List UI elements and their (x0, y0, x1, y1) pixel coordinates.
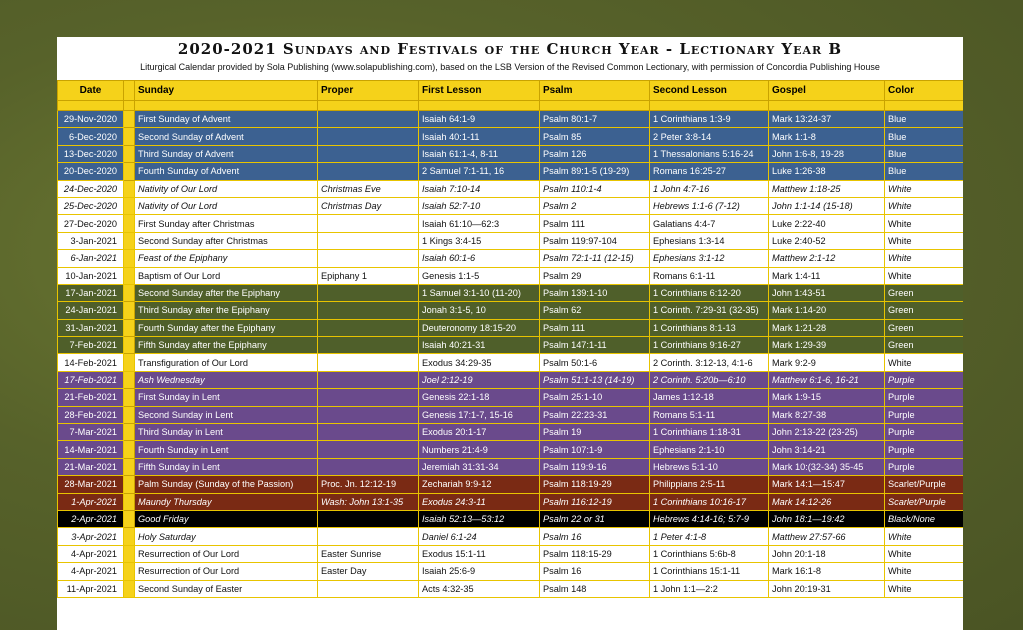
column-gap (124, 128, 135, 145)
table-row (58, 232, 964, 249)
color-cell: Green (885, 319, 964, 336)
psalm-cell: Psalm 111 (540, 319, 650, 336)
first-lesson-cell: Acts 4:32-35 (419, 580, 540, 597)
table-row (58, 441, 964, 458)
gospel-cell: Matthew 6:1-6, 16-21 (769, 371, 885, 388)
column-gap (124, 81, 135, 101)
second-lesson-cell: James 1:12-18 (650, 389, 769, 406)
second-lesson-cell: Galatians 4:4-7 (650, 215, 769, 232)
psalm-cell: Psalm 89:1-5 (19-29) (540, 163, 650, 180)
table-row (58, 197, 964, 214)
column-gap (124, 145, 135, 162)
second-lesson-cell: 2 Corinth. 3:12-13, 4:1-6 (650, 354, 769, 371)
proper-cell (318, 371, 419, 388)
gospel-cell: John 18:1—19:42 (769, 510, 885, 527)
psalm-cell: Psalm 22 or 31 (540, 510, 650, 527)
sunday-cell: Third Sunday in Lent (135, 424, 318, 441)
table-row (58, 389, 964, 406)
column-gap (124, 406, 135, 423)
column-gap (124, 337, 135, 354)
table-header-row (58, 81, 964, 101)
table-row (58, 406, 964, 423)
column-gap (124, 493, 135, 510)
date-cell: 28-Feb-2021 (58, 406, 124, 423)
color-cell: White (885, 250, 964, 267)
psalm-cell: Psalm 107:1-9 (540, 441, 650, 458)
date-cell: 14-Feb-2021 (58, 354, 124, 371)
date-cell: 21-Mar-2021 (58, 458, 124, 475)
table-row (58, 510, 964, 527)
psalm-cell: Psalm 119:97-104 (540, 232, 650, 249)
sunday-cell: Second Sunday in Lent (135, 406, 318, 423)
color-cell: Green (885, 302, 964, 319)
psalm-cell: Psalm 29 (540, 267, 650, 284)
date-cell: 13-Dec-2020 (58, 145, 124, 162)
sunday-cell: Fifth Sunday in Lent (135, 458, 318, 475)
second-lesson-cell: Philippians 2:5-11 (650, 476, 769, 493)
gospel-cell: Mark 1:21-28 (769, 319, 885, 336)
color-cell: Green (885, 337, 964, 354)
proper-cell: Epiphany 1 (318, 267, 419, 284)
column-header-date: Date (58, 81, 124, 101)
sunday-cell: Resurrection of Our Lord (135, 563, 318, 580)
gospel-cell: Matthew 2:1-12 (769, 250, 885, 267)
date-cell: 3-Apr-2021 (58, 528, 124, 545)
column-header-proper: Proper (318, 81, 419, 101)
proper-cell (318, 302, 419, 319)
table-row (58, 493, 964, 510)
date-cell: 25-Dec-2020 (58, 197, 124, 214)
table-row (58, 563, 964, 580)
first-lesson-cell: Exodus 15:1-11 (419, 545, 540, 562)
gospel-cell: John 2:13-22 (23-25) (769, 424, 885, 441)
psalm-cell: Psalm 118:19-29 (540, 476, 650, 493)
sunday-cell: Transfiguration of Our Lord (135, 354, 318, 371)
gospel-cell: Matthew 27:57-66 (769, 528, 885, 545)
color-cell: Purple (885, 406, 964, 423)
sunday-cell: Ash Wednesday (135, 371, 318, 388)
date-cell: 17-Feb-2021 (58, 371, 124, 388)
proper-cell (318, 163, 419, 180)
column-gap (124, 302, 135, 319)
column-header-second-lesson: Second Lesson (650, 81, 769, 101)
column-gap (124, 458, 135, 475)
color-cell: Blue (885, 163, 964, 180)
sunday-cell: First Sunday in Lent (135, 389, 318, 406)
table-row (58, 476, 964, 493)
second-lesson-cell: 1 Corinthians 8:1-13 (650, 319, 769, 336)
column-gap (124, 163, 135, 180)
column-gap (124, 215, 135, 232)
sunday-cell: Baptism of Our Lord (135, 267, 318, 284)
psalm-cell: Psalm 119:9-16 (540, 458, 650, 475)
first-lesson-cell: Exodus 20:1-17 (419, 424, 540, 441)
sunday-cell: Nativity of Our Lord (135, 180, 318, 197)
first-lesson-cell: Isaiah 7:10-14 (419, 180, 540, 197)
date-cell: 11-Apr-2021 (58, 580, 124, 597)
gospel-cell: Mark 1:14-20 (769, 302, 885, 319)
color-cell: White (885, 215, 964, 232)
proper-cell (318, 128, 419, 145)
second-lesson-cell: 1 Corinth. 7:29-31 (32-35) (650, 302, 769, 319)
column-gap (124, 111, 135, 128)
column-gap (124, 476, 135, 493)
second-lesson-cell: 2 Peter 3:8-14 (650, 128, 769, 145)
psalm-cell: Psalm 148 (540, 580, 650, 597)
gospel-cell: Mark 8:27-38 (769, 406, 885, 423)
color-cell: Blue (885, 111, 964, 128)
column-gap (124, 510, 135, 527)
second-lesson-cell: 2 Corinth. 5:20b—6:10 (650, 371, 769, 388)
column-gap (124, 284, 135, 301)
color-cell: White (885, 197, 964, 214)
table-row (58, 284, 964, 301)
table-row (58, 371, 964, 388)
date-cell: 10-Jan-2021 (58, 267, 124, 284)
column-gap (124, 528, 135, 545)
first-lesson-cell: Genesis 22:1-18 (419, 389, 540, 406)
first-lesson-cell: Isaiah 25:6-9 (419, 563, 540, 580)
gospel-cell: John 1:1-14 (15-18) (769, 197, 885, 214)
proper-cell (318, 458, 419, 475)
table-row (58, 354, 964, 371)
date-cell: 7-Feb-2021 (58, 337, 124, 354)
sunday-cell: Feast of the Epiphany (135, 250, 318, 267)
sunday-cell: Second Sunday of Advent (135, 128, 318, 145)
sunday-cell: Second Sunday after Christmas (135, 232, 318, 249)
psalm-cell: Psalm 111 (540, 215, 650, 232)
column-gap (124, 545, 135, 562)
psalm-cell: Psalm 25:1-10 (540, 389, 650, 406)
color-cell: Purple (885, 458, 964, 475)
psalm-cell: Psalm 85 (540, 128, 650, 145)
gospel-cell: Mark 10:(32-34) 35-45 (769, 458, 885, 475)
first-lesson-cell: Isaiah 52:13—53:12 (419, 510, 540, 527)
sunday-cell: First Sunday after Christmas (135, 215, 318, 232)
proper-cell (318, 528, 419, 545)
sunday-cell: Fourth Sunday of Advent (135, 163, 318, 180)
date-cell: 24-Jan-2021 (58, 302, 124, 319)
first-lesson-cell: Isaiah 40:1-11 (419, 128, 540, 145)
first-lesson-cell: 1 Samuel 3:1-10 (11-20) (419, 284, 540, 301)
gospel-cell: Matthew 1:18-25 (769, 180, 885, 197)
psalm-cell: Psalm 126 (540, 145, 650, 162)
second-lesson-cell: Romans 6:1-11 (650, 267, 769, 284)
table-row (58, 545, 964, 562)
gospel-cell: Luke 1:26-38 (769, 163, 885, 180)
color-cell: Purple (885, 441, 964, 458)
proper-cell (318, 424, 419, 441)
proper-cell: Easter Sunrise (318, 545, 419, 562)
first-lesson-cell: Isaiah 40:21-31 (419, 337, 540, 354)
table-row (58, 302, 964, 319)
date-cell: 6-Dec-2020 (58, 128, 124, 145)
psalm-cell: Psalm 116:12-19 (540, 493, 650, 510)
first-lesson-cell: Jonah 3:1-5, 10 (419, 302, 540, 319)
sunday-cell: Holy Saturday (135, 528, 318, 545)
date-cell: 4-Apr-2021 (58, 563, 124, 580)
color-cell: Scarlet/Purple (885, 476, 964, 493)
column-gap (124, 580, 135, 597)
date-cell: 21-Feb-2021 (58, 389, 124, 406)
gospel-cell: John 20:1-18 (769, 545, 885, 562)
proper-cell: Proc. Jn. 12:12-19 (318, 476, 419, 493)
sunday-cell: Palm Sunday (Sunday of the Passion) (135, 476, 318, 493)
second-lesson-cell: Hebrews 5:1-10 (650, 458, 769, 475)
proper-cell: Easter Day (318, 563, 419, 580)
color-cell: Purple (885, 424, 964, 441)
psalm-cell: Psalm 62 (540, 302, 650, 319)
sunday-cell: Good Friday (135, 510, 318, 527)
sunday-cell: First Sunday of Advent (135, 111, 318, 128)
second-lesson-cell: 1 Corinthians 10:16-17 (650, 493, 769, 510)
page-title: 2020-2021 Sundays and Festivals of the Church Year - Lectionary Year B (177, 40, 843, 58)
second-lesson-cell: Hebrews 1:1-6 (7-12) (650, 197, 769, 214)
gospel-cell: John 3:14-21 (769, 441, 885, 458)
proper-cell (318, 354, 419, 371)
color-cell: White (885, 354, 964, 371)
date-cell: 2-Apr-2021 (58, 510, 124, 527)
proper-cell (318, 111, 419, 128)
proper-cell (318, 337, 419, 354)
table-row (58, 580, 964, 597)
sunday-cell: Third Sunday after the Epiphany (135, 302, 318, 319)
table-row (58, 111, 964, 128)
date-cell: 7-Mar-2021 (58, 424, 124, 441)
psalm-cell: Psalm 19 (540, 424, 650, 441)
psalm-cell: Psalm 51:1-13 (14-19) (540, 371, 650, 388)
gospel-cell: Mark 16:1-8 (769, 563, 885, 580)
gospel-cell: Mark 14:12-26 (769, 493, 885, 510)
date-cell: 3-Jan-2021 (58, 232, 124, 249)
gospel-cell: Mark 1:29-39 (769, 337, 885, 354)
second-lesson-cell: 1 Corinthians 9:16-27 (650, 337, 769, 354)
second-lesson-cell: 1 John 1:1—2:2 (650, 580, 769, 597)
table-row (58, 528, 964, 545)
second-lesson-cell: 1 John 4:7-16 (650, 180, 769, 197)
sunday-cell: Third Sunday of Advent (135, 145, 318, 162)
second-lesson-cell: 1 Corinthians 1:18-31 (650, 424, 769, 441)
gospel-cell: Mark 9:2-9 (769, 354, 885, 371)
proper-cell (318, 441, 419, 458)
table-row (58, 215, 964, 232)
second-lesson-cell: Romans 5:1-11 (650, 406, 769, 423)
first-lesson-cell: 2 Samuel 7:1-11, 16 (419, 163, 540, 180)
second-lesson-cell: Hebrews 4:14-16; 5:7-9 (650, 510, 769, 527)
color-cell: White (885, 232, 964, 249)
sunday-cell: Fourth Sunday in Lent (135, 441, 318, 458)
gospel-cell: John 1:43-51 (769, 284, 885, 301)
table-row (58, 267, 964, 284)
first-lesson-cell: Genesis 1:1-5 (419, 267, 540, 284)
first-lesson-cell: Isaiah 52:7-10 (419, 197, 540, 214)
second-lesson-cell: Ephesians 2:1-10 (650, 441, 769, 458)
gospel-cell: Mark 14:1—15:47 (769, 476, 885, 493)
color-cell: White (885, 580, 964, 597)
proper-cell: Wash: John 13:1-35 (318, 493, 419, 510)
first-lesson-cell: Genesis 17:1-7, 15-16 (419, 406, 540, 423)
gospel-cell: Mark 13:24-37 (769, 111, 885, 128)
proper-cell (318, 250, 419, 267)
table-row (58, 128, 964, 145)
date-cell: 17-Jan-2021 (58, 284, 124, 301)
color-cell: White (885, 545, 964, 562)
proper-cell (318, 284, 419, 301)
color-cell: Scarlet/Purple (885, 493, 964, 510)
date-cell: 1-Apr-2021 (58, 493, 124, 510)
psalm-cell: Psalm 80:1-7 (540, 111, 650, 128)
first-lesson-cell: Exodus 34:29-35 (419, 354, 540, 371)
first-lesson-cell: Isaiah 61:10—62:3 (419, 215, 540, 232)
color-cell: Black/None (885, 510, 964, 527)
second-lesson-cell: Romans 16:25-27 (650, 163, 769, 180)
psalm-cell: Psalm 72:1-11 (12-15) (540, 250, 650, 267)
gospel-cell: Mark 1:1-8 (769, 128, 885, 145)
second-lesson-cell: 1 Corinthians 6:12-20 (650, 284, 769, 301)
sunday-cell: Fourth Sunday after the Epiphany (135, 319, 318, 336)
sunday-cell: Fifth Sunday after the Epiphany (135, 337, 318, 354)
sunday-cell: Resurrection of Our Lord (135, 545, 318, 562)
lectionary-table (57, 80, 963, 598)
second-lesson-cell: 1 Corinthians 1:3-9 (650, 111, 769, 128)
psalm-cell: Psalm 139:1-10 (540, 284, 650, 301)
first-lesson-cell: Joel 2:12-19 (419, 371, 540, 388)
table-row (58, 337, 964, 354)
date-cell: 24-Dec-2020 (58, 180, 124, 197)
sunday-cell: Nativity of Our Lord (135, 197, 318, 214)
column-header-gospel: Gospel (769, 81, 885, 101)
color-cell: White (885, 267, 964, 284)
psalm-cell: Psalm 118:15-29 (540, 545, 650, 562)
gospel-cell: John 1:6-8, 19-28 (769, 145, 885, 162)
color-cell: Blue (885, 128, 964, 145)
sunday-cell: Second Sunday after the Epiphany (135, 284, 318, 301)
color-cell: White (885, 528, 964, 545)
table-row (58, 250, 964, 267)
first-lesson-cell: Jeremiah 31:31-34 (419, 458, 540, 475)
proper-cell (318, 389, 419, 406)
column-gap (124, 267, 135, 284)
first-lesson-cell: Exodus 24:3-11 (419, 493, 540, 510)
sunday-cell: Second Sunday of Easter (135, 580, 318, 597)
date-cell: 29-Nov-2020 (58, 111, 124, 128)
color-cell: Purple (885, 389, 964, 406)
second-lesson-cell: 1 Corinthians 5:6b-8 (650, 545, 769, 562)
psalm-cell: Psalm 16 (540, 563, 650, 580)
first-lesson-cell: Isaiah 64:1-9 (419, 111, 540, 128)
psalm-cell: Psalm 110:1-4 (540, 180, 650, 197)
second-lesson-cell: 1 Peter 4:1-8 (650, 528, 769, 545)
first-lesson-cell: Isaiah 60:1-6 (419, 250, 540, 267)
psalm-cell: Psalm 22:23-31 (540, 406, 650, 423)
proper-cell (318, 145, 419, 162)
second-lesson-cell: Ephesians 3:1-12 (650, 250, 769, 267)
proper-cell (318, 232, 419, 249)
gospel-cell: Mark 1:9-15 (769, 389, 885, 406)
proper-cell: Christmas Eve (318, 180, 419, 197)
sunday-cell: Maundy Thursday (135, 493, 318, 510)
first-lesson-cell: Deuteronomy 18:15-20 (419, 319, 540, 336)
second-lesson-cell: 1 Corinthians 15:1-11 (650, 563, 769, 580)
first-lesson-cell: Zechariah 9:9-12 (419, 476, 540, 493)
color-cell: Blue (885, 145, 964, 162)
color-cell: Purple (885, 371, 964, 388)
column-gap (124, 180, 135, 197)
date-cell: 28-Mar-2021 (58, 476, 124, 493)
psalm-cell: Psalm 147:1-11 (540, 337, 650, 354)
column-gap (124, 197, 135, 214)
first-lesson-cell: Daniel 6:1-24 (419, 528, 540, 545)
first-lesson-cell: Isaiah 61:1-4, 8-11 (419, 145, 540, 162)
proper-cell (318, 319, 419, 336)
psalm-cell: Psalm 50:1-6 (540, 354, 650, 371)
column-header-sunday: Sunday (135, 81, 318, 101)
proper-cell (318, 510, 419, 527)
column-gap (124, 319, 135, 336)
column-gap (124, 232, 135, 249)
column-gap (124, 250, 135, 267)
color-cell: White (885, 180, 964, 197)
psalm-cell: Psalm 16 (540, 528, 650, 545)
column-gap (124, 441, 135, 458)
column-gap (124, 424, 135, 441)
column-header-color: Color (885, 81, 964, 101)
date-cell: 20-Dec-2020 (58, 163, 124, 180)
psalm-cell: Psalm 2 (540, 197, 650, 214)
second-lesson-cell: 1 Thessalonians 5:16-24 (650, 145, 769, 162)
first-lesson-cell: 1 Kings 3:4-15 (419, 232, 540, 249)
page-subtitle: Liturgical Calendar provided by Sola Publishing (www.solapublishing.com), based on the LSB Version of the Revised Common Lectionary, with permission of Concordia Publishing House (140, 62, 880, 72)
calendar-sheet (57, 37, 963, 630)
column-header-first-lesson: First Lesson (419, 81, 540, 101)
table-row (58, 424, 964, 441)
gospel-cell: Mark 1:4-11 (769, 267, 885, 284)
table-row (58, 319, 964, 336)
column-gap (124, 389, 135, 406)
table-row (58, 458, 964, 475)
column-header-psalm: Psalm (540, 81, 650, 101)
color-cell: Green (885, 284, 964, 301)
table-row (58, 145, 964, 162)
first-lesson-cell: Numbers 21:4-9 (419, 441, 540, 458)
date-cell: 14-Mar-2021 (58, 441, 124, 458)
proper-cell: Christmas Day (318, 197, 419, 214)
gospel-cell: John 20:19-31 (769, 580, 885, 597)
gospel-cell: Luke 2:40-52 (769, 232, 885, 249)
date-cell: 6-Jan-2021 (58, 250, 124, 267)
color-cell: White (885, 563, 964, 580)
date-cell: 4-Apr-2021 (58, 545, 124, 562)
second-lesson-cell: Ephesians 1:3-14 (650, 232, 769, 249)
table-row (58, 180, 964, 197)
column-gap (124, 371, 135, 388)
proper-cell (318, 580, 419, 597)
proper-cell (318, 215, 419, 232)
table-row (58, 163, 964, 180)
header-spacer-row (58, 101, 964, 111)
proper-cell (318, 406, 419, 423)
column-gap (124, 354, 135, 371)
column-gap (124, 563, 135, 580)
date-cell: 27-Dec-2020 (58, 215, 124, 232)
gospel-cell: Luke 2:22-40 (769, 215, 885, 232)
date-cell: 31-Jan-2021 (58, 319, 124, 336)
